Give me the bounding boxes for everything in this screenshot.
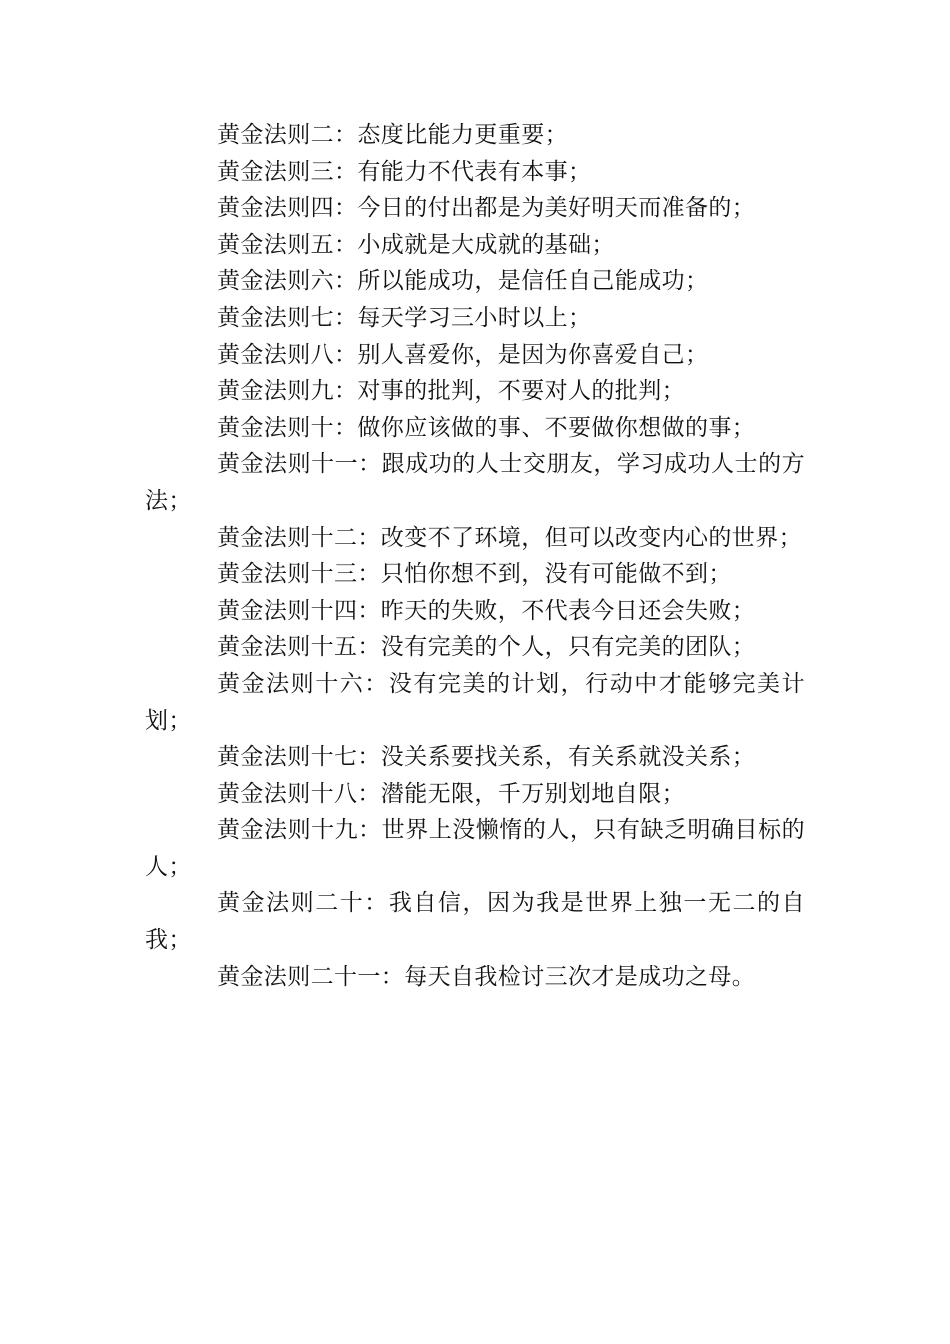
rule-12: 黄金法则十二：改变不了环境，但可以改变内心的世界； [217, 524, 802, 551]
rule-4: 黄金法则四：今日的付出都是为美好明天而准备的； [217, 195, 756, 222]
rule-10: 黄金法则十：做你应该做的事、不要做你想做的事； [217, 414, 756, 441]
rule-15: 黄金法则十五：没有完美的个人，只有完美的团队； [217, 634, 756, 661]
rule-3: 黄金法则三：有能力不代表有本事； [217, 158, 592, 185]
rule-13: 黄金法则十三：只怕你想不到，没有可能做不到； [217, 561, 732, 588]
rule-11: 黄金法则十一：跟成功的人士交朋友，学习成功人士的方法； [145, 451, 805, 514]
rule-16: 黄金法则十六：没有完美的计划，行动中才能够完美计划； [145, 670, 805, 734]
rule-17: 黄金法则十七：没关系要找关系，有关系就没关系； [217, 744, 756, 771]
rule-5: 黄金法则五：小成就是大成就的基础； [217, 231, 615, 258]
rule-19: 黄金法则十九：世界上没懒惰的人，只有缺乏明确目标的人； [145, 817, 805, 880]
rule-2: 黄金法则二：态度比能力更重要； [217, 122, 568, 148]
document-body [145, 117, 805, 995]
rule-7: 黄金法则七：每天学习三小时以上； [217, 304, 592, 331]
rule-14: 黄金法则十四：昨天的失败，不代表今日还会失败； [217, 597, 756, 624]
rule-21: 黄金法则二十一：每天自我检讨三次才是成功之母。 [217, 963, 756, 990]
rule-9: 黄金法则九：对事的批判，不要对人的批判； [217, 378, 685, 405]
rule-6: 黄金法则六：所以能成功，是信任自己能成功； [217, 268, 709, 295]
rule-20: 黄金法则二十：我自信，因为我是世界上独一无二的自我； [145, 890, 805, 954]
rule-8: 黄金法则八：别人喜爱你，是因为你喜爱自己； [217, 341, 709, 368]
rule-18: 黄金法则十八：潜能无限，千万别划地自限； [217, 780, 685, 807]
